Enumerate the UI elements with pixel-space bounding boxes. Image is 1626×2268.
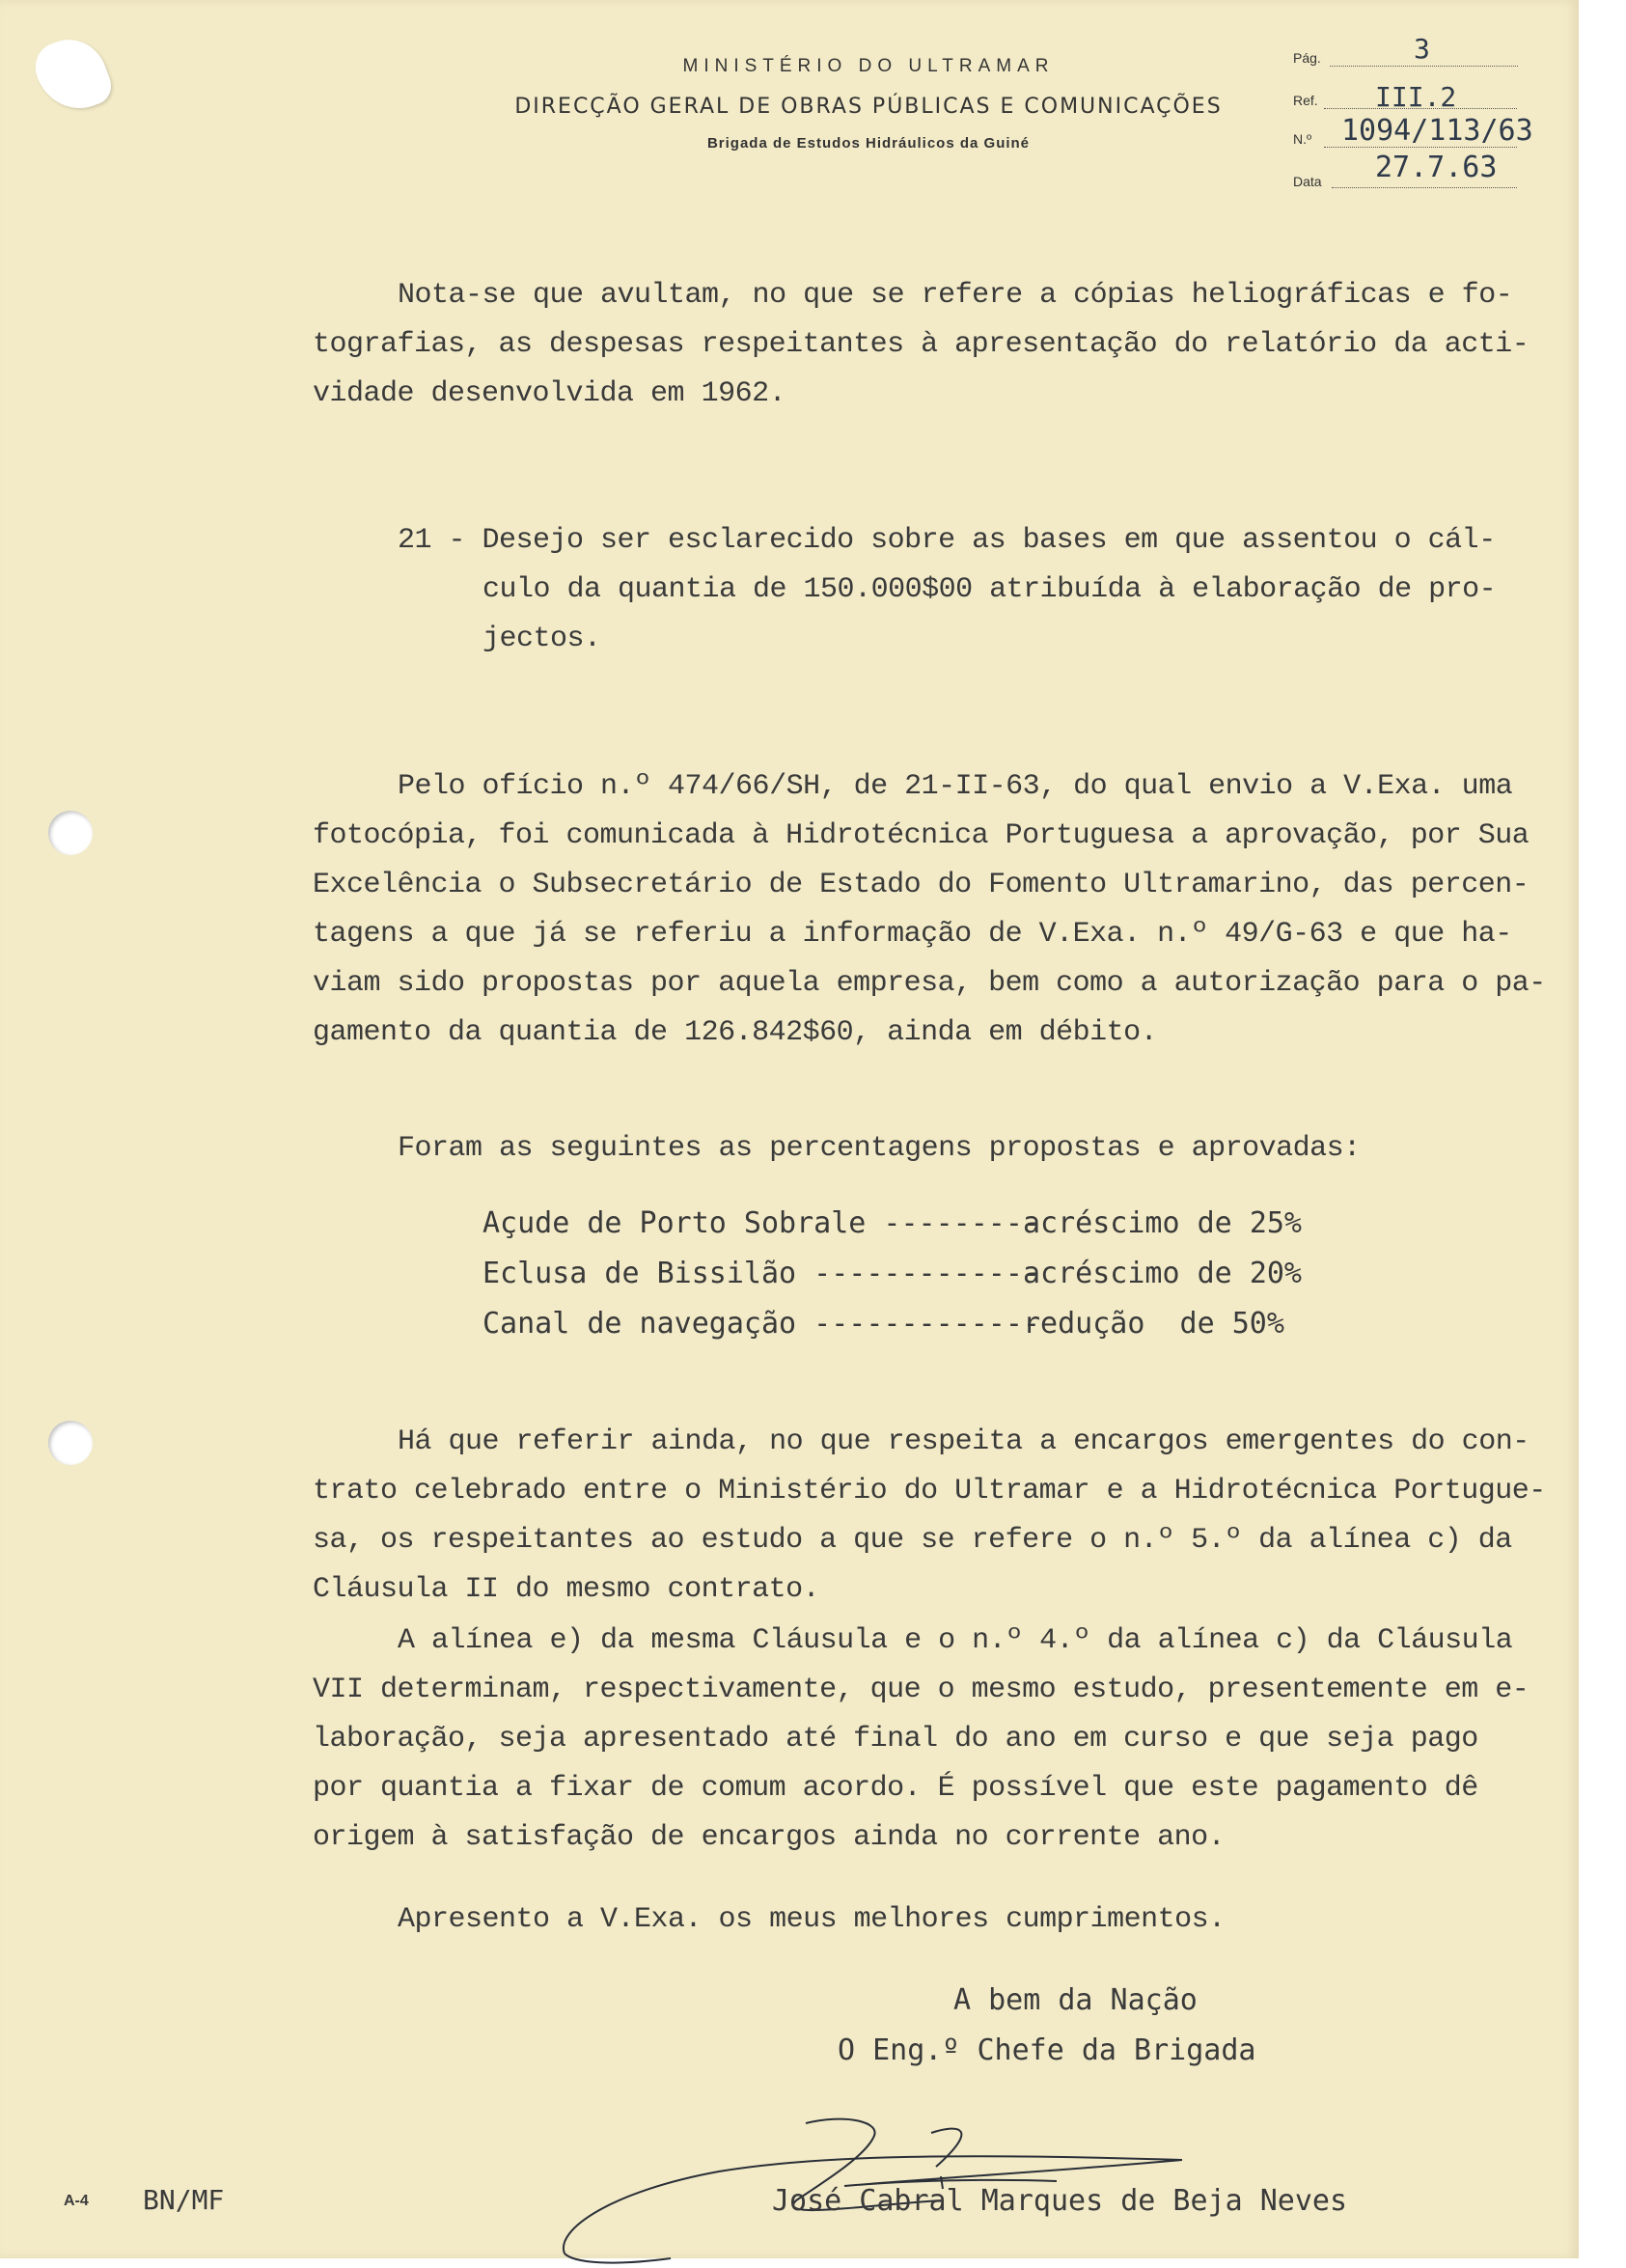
date-line xyxy=(1332,187,1517,188)
directorate-heading: DIRECÇÃO GERAL DE OBRAS PÚBLICAS E COMUNICAÇÕES xyxy=(514,95,1223,119)
item-name: Açude de Porto Sobrale xyxy=(482,1206,867,1240)
line: Há que referir ainda, no que respeita a encargos emergentes do con- xyxy=(398,1425,1530,1458)
item-name: Eclusa de Bissilão xyxy=(482,1257,797,1290)
line: Nota-se que avultam, no que se refere a cópias heliográficas e fo- xyxy=(398,279,1513,312)
line: laboração, seja apresentado até final do ano em curso e que seja pago xyxy=(313,1723,1478,1756)
item-dashes: --------- xyxy=(883,1206,1040,1240)
line: gamento da quantia de 126.842$60, ainda em débito. xyxy=(313,1016,1158,1049)
item-value: 50% xyxy=(1231,1307,1284,1341)
paragraph-6 xyxy=(313,1617,1529,1863)
item-name: Canal de navegação xyxy=(482,1307,797,1341)
typist-initials: BN/MF xyxy=(143,2184,225,2216)
item-dashes: ------------- xyxy=(813,1257,1040,1290)
line: 21 - Desejo ser esclarecido sobre as bases em que assentou o cál- xyxy=(398,524,1496,557)
item-dashes: ------------- xyxy=(813,1307,1040,1341)
date-value: 27.7.63 xyxy=(1375,151,1498,184)
list-item-action xyxy=(1023,1206,1302,1240)
signatory-role: O Eng.º Chefe da Brigada xyxy=(838,2033,1256,2067)
line: vidade desenvolvida em 1962. xyxy=(313,377,786,410)
line: jectos. xyxy=(482,622,601,655)
ref-label: Ref. xyxy=(1293,93,1318,108)
ref-value: III.2 xyxy=(1375,81,1457,113)
list-item xyxy=(482,1257,1040,1290)
line: Foram as seguintes as percentagens propostas e aprovadas: xyxy=(398,1132,1361,1165)
line: A alínea e) da mesma Cláusula e o n.º 4.º da alínea c) da Cláusula xyxy=(398,1624,1513,1657)
item-value: 25% xyxy=(1249,1206,1302,1240)
line: fotocópia, foi comunicada à Hidrotécnica Portuguesa a aprovação, por Sua xyxy=(313,819,1530,852)
line: Pelo ofício n.º 474/66/SH, de 21-II-63, do qual envio a V.Exa. uma xyxy=(398,770,1513,803)
paragraph-5 xyxy=(313,1418,1546,1615)
ministry-heading: MINISTÉRIO DO ULTRAMAR xyxy=(682,56,1055,76)
page-label: Pág. xyxy=(1293,50,1321,66)
line: por quantia a fixar de comum acordo. É possível que este pagamento dê xyxy=(313,1772,1478,1805)
number-label: N.º xyxy=(1293,131,1312,147)
punch-hole xyxy=(48,811,93,855)
salutation: A bem da Nação xyxy=(953,1983,1198,2017)
list-item xyxy=(482,1206,1040,1240)
item-action: acréscimo de xyxy=(1023,1257,1232,1290)
paragraph-2 xyxy=(398,516,1496,664)
line: tografias, as despesas respeitantes à apresentação do relatório da acti- xyxy=(313,328,1530,361)
line: VII determinam, respectivamente, que o mesmo estudo, presentemente em e- xyxy=(313,1673,1530,1706)
page-line xyxy=(1330,66,1518,67)
number-value: 1094/113/63 xyxy=(1341,114,1533,148)
line: tagens a que já se referiu a informação de V.Exa. n.º 49/G-63 e que ha- xyxy=(313,918,1512,951)
page-number: 3 xyxy=(1414,33,1430,65)
list-item xyxy=(482,1307,1040,1341)
item-action: acréscimo de xyxy=(1023,1206,1232,1240)
signatory-name: José Cabral Marques de Beja Neves xyxy=(772,2184,1348,2218)
list-item-action xyxy=(1023,1307,1284,1341)
item-value: 20% xyxy=(1249,1257,1302,1290)
line: Cláusula II do mesmo contrato. xyxy=(313,1573,820,1606)
line: trato celebrado entre o Ministério do Ultramar e a Hidrotécnica Portugue- xyxy=(313,1475,1546,1507)
brigade-heading: Brigada de Estudos Hidráulicos da Guiné xyxy=(706,135,1031,152)
paragraph-3 xyxy=(313,762,1546,1058)
paragraph-1 xyxy=(313,271,1529,419)
handwritten-signature xyxy=(555,2085,1192,2268)
line: viam sido propostas por aquela empresa, bem como a autorização para o pa- xyxy=(313,967,1546,1000)
paragraph-7 xyxy=(398,1895,1226,1945)
line: Excelência o Subsecretário de Estado do Fomento Ultramarino, das percen- xyxy=(313,869,1530,901)
torn-corner xyxy=(28,29,116,120)
date-label: Data xyxy=(1293,174,1322,189)
paragraph-4 xyxy=(398,1124,1361,1174)
line: origem à satisfação de encargos ainda no corrente ano. xyxy=(313,1821,1226,1854)
line: sa, os respeitantes ao estudo a que se refere o n.º 5.º da alínea c) da xyxy=(313,1524,1512,1557)
line: culo da quantia de 150.000$00 atribuída à elaboração de pro- xyxy=(482,573,1497,606)
item-action: redução de xyxy=(1023,1307,1215,1341)
form-code: A-4 xyxy=(64,2193,89,2209)
list-item-action xyxy=(1023,1257,1302,1290)
line: Apresento a V.Exa. os meus melhores cumprimentos. xyxy=(398,1903,1226,1936)
scan-margin xyxy=(1579,0,1626,2258)
punch-hole xyxy=(48,1421,93,1465)
